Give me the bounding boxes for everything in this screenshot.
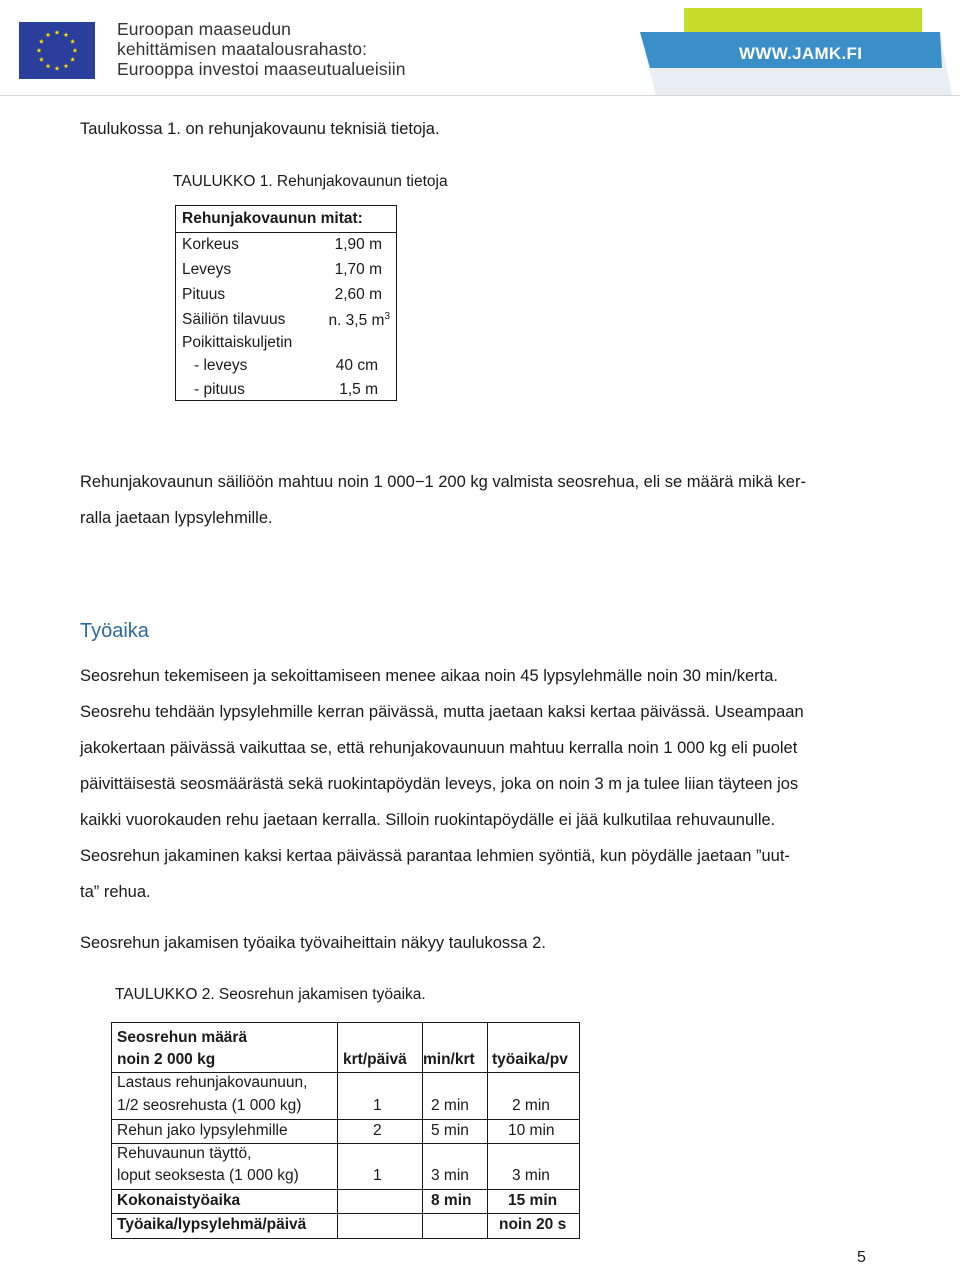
jamk-url[interactable]: WWW.JAMK.FI [739,44,863,63]
table1-label: Leveys [182,261,232,278]
section-heading: Työaika [80,620,149,642]
table2-border [111,1213,580,1214]
table1-label: - pituus [194,381,245,398]
paragraph-line: ralla jaetaan lypsylehmille. [80,509,273,527]
paragraph-line: Seosrehun jakaminen kaksi kertaa päivässä parantaa lehmien syöntiä, kun pöydälle jaetaan ”uut- [80,847,790,865]
table2-cell: 15 min [508,1192,558,1209]
table2-border [111,1022,580,1023]
table1-label: Pituus [182,286,226,303]
table2-border [111,1189,580,1190]
table2-header-cell: krt/päivä [343,1051,407,1068]
table2-cell: 1 [373,1167,382,1184]
paragraph-line: päivittäisestä seosmäärästä sekä ruokintapöydän leveys, joka on noin 3 m ja tulee liian täyteen jos [80,775,799,793]
paragraph-line: ta” rehua. [80,883,151,901]
table2-cell: 8 min [431,1192,472,1209]
table2 [111,1022,580,1239]
table2-border [111,1119,580,1120]
table2-header-cell: noin 2 000 kg [117,1051,216,1068]
table2-border [111,1143,580,1144]
table1-caption: TAULUKKO 1. Rehunjakovaunun tietoja [173,173,448,190]
paragraph-line: Seosrehun tekemiseen ja sekoittamiseen menee aikaa noin 45 lypsylehmälle noin 30 min/kerta. [80,667,778,685]
table1-label: Korkeus [182,236,239,253]
eu-flag-logo [19,22,95,79]
table1-value: n. 3,5 $m^3$ [328,311,390,329]
table2-cell: 10 min [508,1122,555,1139]
table2-cell: 3 min [512,1167,550,1184]
table1-value: 2,60 m [334,286,382,303]
table2-cell: noin 20 s [499,1216,567,1233]
table1-value: 1,5 m [339,381,378,398]
intro-text: Taulukossa 1. on rehunjakovaunu teknisiä tietoja. [80,120,440,138]
table2-cell: 2 min [512,1097,550,1114]
page-header [0,0,960,96]
paragraph-line: Seosrehu tehdään lypsylehmille kerran päivässä, mutta jaetaan kaksi kertaa päivässä. Useampaan [80,703,804,721]
table1-label: - leveys [194,357,248,374]
table2-cell: Rehun jako lypsylehmille [117,1122,288,1139]
table2-cell: loput seoksesta (1 000 kg) [117,1167,299,1184]
paragraph-line: jakokertaan päivässä vaikuttaa se, että rehunjakovaunuun mahtuu kerralla noin 1 000 kg eli puolet [80,739,798,757]
eu-line-3: Eurooppa investoi maaseutualueisiin [117,59,406,79]
table2-cell: Työaika/lypsylehmä/päivä [117,1216,307,1233]
table2-cell: 2 min [431,1097,469,1114]
table2-header-cell: Seosrehun määrä [117,1029,248,1046]
table2-cell: Lastaus rehunjakovaunuun, [117,1074,308,1091]
table2-cell: 5 min [431,1122,469,1139]
paragraph-table-ref: Seosrehun jakamisen työaika työvaiheittain näkyy taulukossa 2. [80,934,546,952]
table1-header: Rehunjakovaunun mitat: [182,210,363,227]
table2-header-cell: min/krt [423,1051,475,1068]
table2-caption: TAULUKKO 2. Seosrehun jakamisen työaika. [115,986,426,1003]
table1-divider [176,232,396,233]
table2-border [111,1238,580,1239]
table2-border [579,1022,580,1239]
table2-cell: Kokonaistyöaika [117,1192,241,1209]
eu-stars-icon [19,22,95,79]
table1-value: 1,90 m [334,236,382,253]
paragraph-worktime [80,658,880,910]
table2-border [487,1022,488,1239]
paragraph-line: kaikki vuorokauden rehu jaetaan kerralla. Silloin ruokintapöydälle ei jää kulkutilaa rehuvaunulle. [80,811,776,829]
table2-border [337,1022,338,1239]
table2-header-cell: työaika/pv [492,1051,568,1068]
table2-border [111,1072,580,1073]
eu-fund-text [117,19,406,79]
table1 [175,205,397,401]
table2-cell: 1/2 seosrehusta (1 000 kg) [117,1097,302,1114]
table2-cell: 1 [373,1097,382,1114]
table1-label: Poikittaiskuljetin [182,334,293,351]
paragraph-line: Rehunjakovaunun säiliöön mahtuu noin 1 000−1 200 kg valmista seosrehua, eli se määrä mikä ker- [80,473,806,491]
table2-border [111,1022,112,1239]
eu-line-1: Euroopan maaseudun [117,19,292,39]
table1-value: 40 cm [335,357,378,374]
table2-cell: 3 min [431,1167,469,1184]
header-divider [0,95,960,96]
eu-line-2: kehittämisen maatalousrahasto: [117,39,368,59]
table1-label: Säiliön tilavuus [182,311,286,328]
page-number: 5 [857,1249,866,1266]
superscript: 3 [384,311,390,322]
table1-value: 1,70 m [334,261,382,278]
jamk-logo[interactable] [640,8,960,96]
table2-cell: 2 [373,1122,382,1139]
paragraph-capacity [80,464,880,536]
table2-cell: Rehuvaunun täyttö, [117,1145,252,1162]
